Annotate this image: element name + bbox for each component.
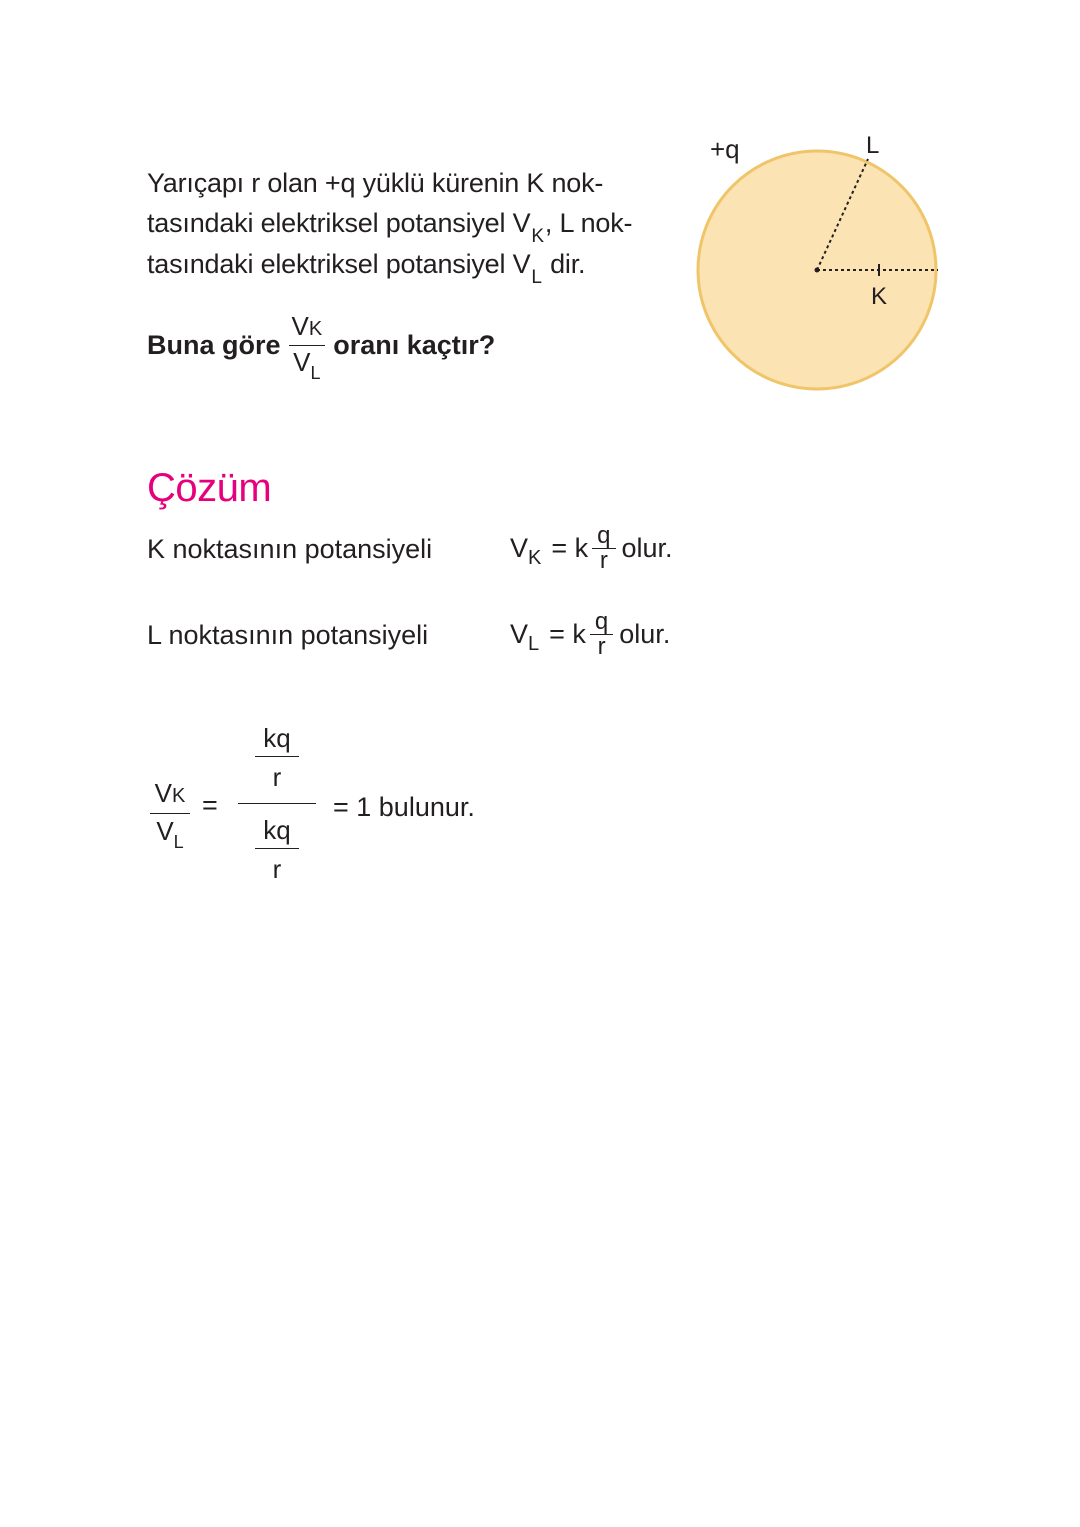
row1-label: K noktasının potansiyeli bbox=[147, 534, 433, 564]
final-compound-fraction: kq r kq r bbox=[238, 720, 316, 889]
row2-label: L noktasının potansiyeli bbox=[147, 620, 429, 650]
charged-sphere-figure bbox=[680, 120, 970, 410]
point-l-label: L bbox=[866, 132, 880, 159]
main-fraction-bar bbox=[238, 803, 316, 804]
charge-label: +q bbox=[710, 134, 740, 164]
question-line-1: Yarıçapı r olan +q yüklü kürenin K nok- bbox=[147, 168, 604, 198]
final-result: = 1 bulunur. bbox=[333, 792, 475, 822]
row1-formula: V K = k $\frac{q}{r}$ olur. bbox=[510, 522, 673, 574]
row2-fraction: $\frac{q}{r}$ bbox=[590, 610, 613, 659]
question-prompt: Buna göre $\frac{VK}{V_L}$ oranı kaçtır? bbox=[147, 311, 496, 383]
solution-title: Çözüm bbox=[147, 466, 272, 510]
question-line-2: tasındaki elektriksel potansiyel $V_K$, L nok- bbox=[147, 208, 633, 247]
point-k-label: K bbox=[871, 283, 888, 310]
ratio-fraction: $\frac{VK}{V_L}$ bbox=[289, 310, 326, 381]
final-lhs-fraction: VK $V_L$ bbox=[150, 776, 190, 851]
row2-formula: V L = k $\frac{q}{r}$ olur. bbox=[510, 608, 671, 660]
center-point bbox=[815, 268, 820, 273]
row1-fraction: $\frac{q}{r}$ bbox=[592, 524, 615, 573]
final-equals: = bbox=[202, 790, 218, 820]
question-line-3: tasındaki elektriksel potansiyel $V_L$ dir. bbox=[147, 249, 586, 288]
